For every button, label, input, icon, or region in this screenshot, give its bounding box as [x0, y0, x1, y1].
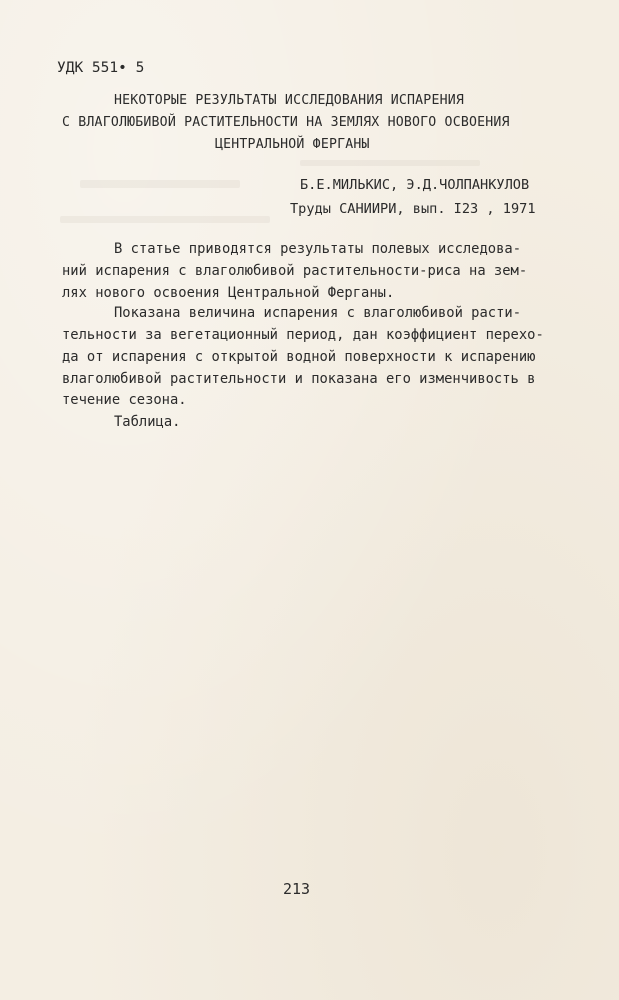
title-line-3: ЦЕНТРАЛЬНОЙ ФЕРГАНЫ — [215, 137, 370, 152]
paragraph-2-line: да от испарения с открытой водной поверхности к испарению — [62, 349, 536, 365]
paragraph-2-line: течение сезона. — [62, 392, 187, 408]
authors: Б.Е.МИЛЬКИС, Э.Д.ЧОЛПАНКУЛОВ — [300, 177, 530, 193]
show-through-mark — [60, 216, 270, 223]
show-through-mark — [300, 160, 480, 166]
paragraph-1-line: ний испарения с влаголюбивой растительности-риса на зем- — [62, 263, 528, 279]
paragraph-1-line: лях нового освоения Центральной Ферганы. — [62, 285, 395, 301]
paragraph-2-line: Показана величина испарения с влаголюбивой расти- — [114, 305, 522, 321]
page-number: 213 — [283, 880, 311, 898]
title-line-2: С ВЛАГОЛЮБИВОЙ РАСТИТЕЛЬНОСТИ НА ЗЕМЛЯХ НОВОГО ОСВОЕНИЯ — [62, 115, 510, 130]
paragraph-1-line: В статье приводятся результаты полевых исследова- — [114, 241, 522, 257]
source-reference: Труды САНИИРИ, вып. I23 , 1971 — [290, 201, 536, 217]
title-line-1: НЕКОТОРЫЕ РЕЗУЛЬТАТЫ ИССЛЕДОВАНИЯ ИСПАРЕНИЯ — [114, 93, 465, 108]
show-through-mark — [80, 180, 240, 188]
paragraph-2-line: тельности за вегетационный период, дан коэффициент перехо- — [62, 327, 544, 343]
paragraph-2-line: влаголюбивой растительности и показана его изменчивость в — [62, 371, 536, 387]
udc-code: УДК 551• 5 — [57, 60, 145, 76]
table-note: Таблица. — [114, 414, 181, 430]
